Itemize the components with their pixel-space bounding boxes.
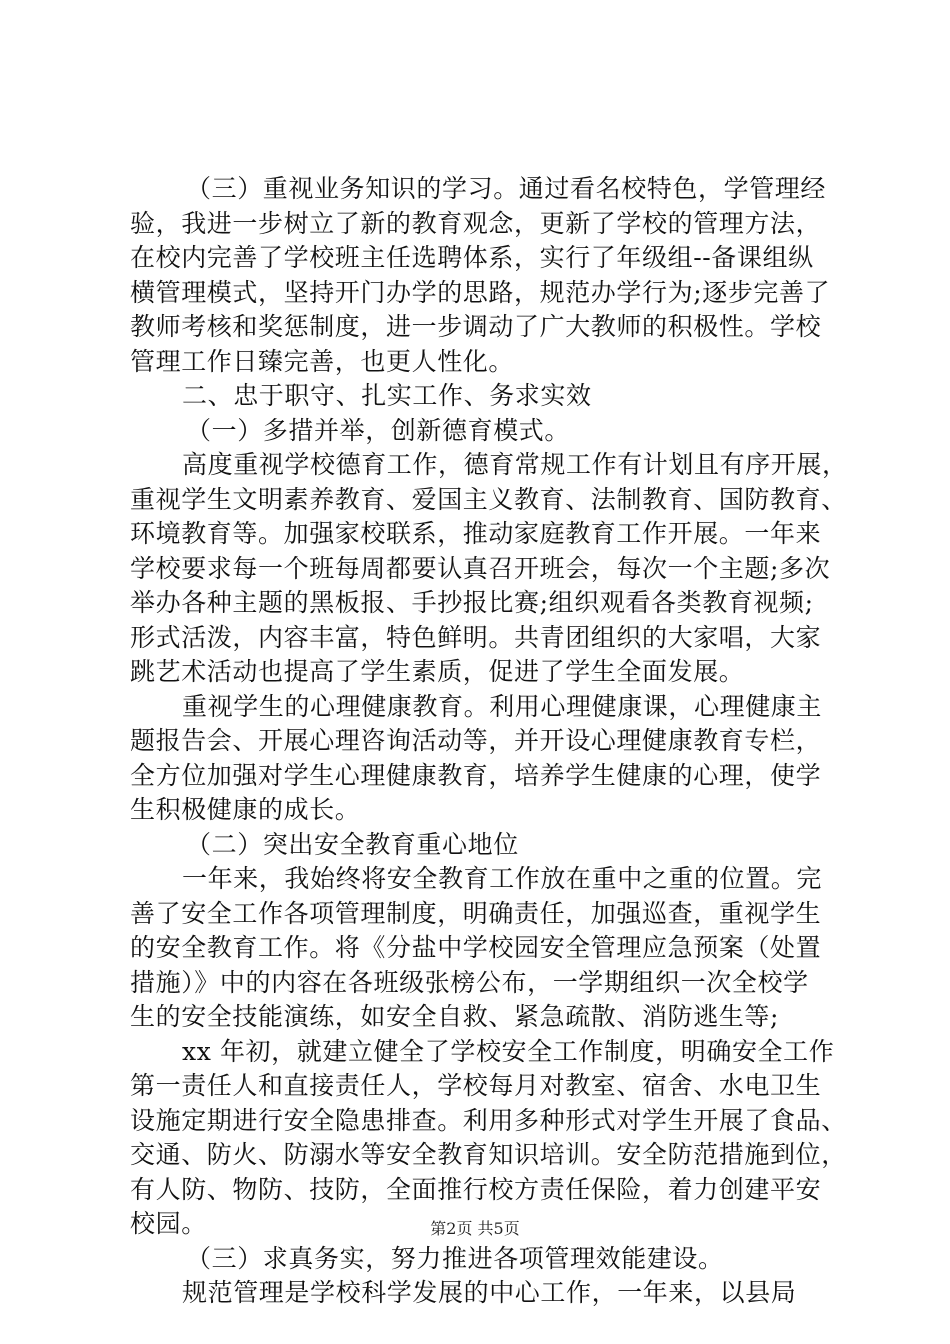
text-line: 在校内完善了学校班主任选聘体系，实行了年级组--备课组纵 <box>130 243 814 272</box>
text-line: （三）求真务实，努力推进各项管理效能建设。 <box>186 1243 724 1273</box>
text-line: 设施定期进行安全隐患排查。利用多种形式对学生开展了食品、 <box>130 1105 847 1135</box>
text-line: 校园。 <box>130 1209 207 1238</box>
text-line: 形式活泼，内容丰富，特色鲜明。共青团组织的大家唱，大家 <box>130 622 822 652</box>
text-line: 生的安全技能演练，如安全自救、紧急疏散、消防逃生等; <box>130 1002 780 1031</box>
page-footer: 第2页 共5页 <box>430 1219 520 1238</box>
text-line: （二）突出安全教育重心地位 <box>186 829 519 859</box>
text-line: 二、忠于职守、扎实工作、务求实效 <box>182 381 592 410</box>
text-line: 重视学生的心理健康教育。利用心理健康课，心理健康主 <box>182 691 823 721</box>
text-line: 善了安全工作各项管理制度，明确责任，加强巡查，重视学生 <box>130 898 822 928</box>
text-line: 举办各种主题的黑板报、手抄报比赛;组织观看各类教育视频; <box>130 588 814 617</box>
text-line: 管理工作日臻完善，也更人性化。 <box>130 346 515 376</box>
text-line: 交通、防火、防溺水等安全教育知识培训。安全防范措施到位， <box>130 1140 847 1169</box>
text-line: 第一责任人和直接责任人，学校每月对教室、宿舍、水电卫生 <box>130 1071 822 1100</box>
text-line: 措施）》中的内容在各班级张榜公布，一学期组织一次全校学 <box>130 967 809 997</box>
text-line: 环境教育等。加强家校联系，推动家庭教育工作开展。一年来 <box>130 519 822 548</box>
text-line: 一年来，我始终将安全教育工作放在重中之重的位置。完 <box>182 864 823 893</box>
text-line: 重视学生文明素养教育、爱国主义教育、法制教育、国防教育、 <box>130 484 847 514</box>
text-line: 规范管理是学校科学发展的中心工作，一年来，以县局 <box>182 1278 797 1307</box>
text-line: 有人防、物防、技防，全面推行校方责任保险，着力创建平安 <box>130 1174 822 1204</box>
text-line: 教师考核和奖惩制度，进一步调动了广大教师的积极性。学校 <box>130 312 822 341</box>
text-line: 高度重视学校德育工作，德育常规工作有计划且有序开展， <box>182 450 848 479</box>
text-line: 生积极健康的成长。 <box>130 795 361 824</box>
text-line: （三）重视业务知识的学习。通过看名校特色，学管理经 <box>186 174 827 203</box>
text-line: 的安全教育工作。将《分盐中学校园安全管理应急预案（处置 <box>130 933 822 962</box>
text-line: 横管理模式，坚持开门办学的思路，规范办学行为;逐步完善了 <box>130 277 831 307</box>
text-line: （一）多措并举，创新德育模式。 <box>186 415 571 445</box>
text-line: 全方位加强对学生心理健康教育，培养学生健康的心理，使学 <box>130 760 822 790</box>
text-line: 学校要求每一个班每周都要认真召开班会，每次一个主题;多次 <box>130 553 831 583</box>
text-line: xx 年初，就建立健全了学校安全工作制度，明确安全工作 <box>182 1036 835 1066</box>
text-line: 跳艺术活动也提高了学生素质，促进了学生全面发展。 <box>130 657 745 686</box>
text-line: 验，我进一步树立了新的教育观念，更新了学校的管理方法， <box>130 208 822 238</box>
document-body <box>130 172 848 1311</box>
text-line: 题报告会、开展心理咨询活动等，并开设心理健康教育专栏， <box>130 726 822 755</box>
